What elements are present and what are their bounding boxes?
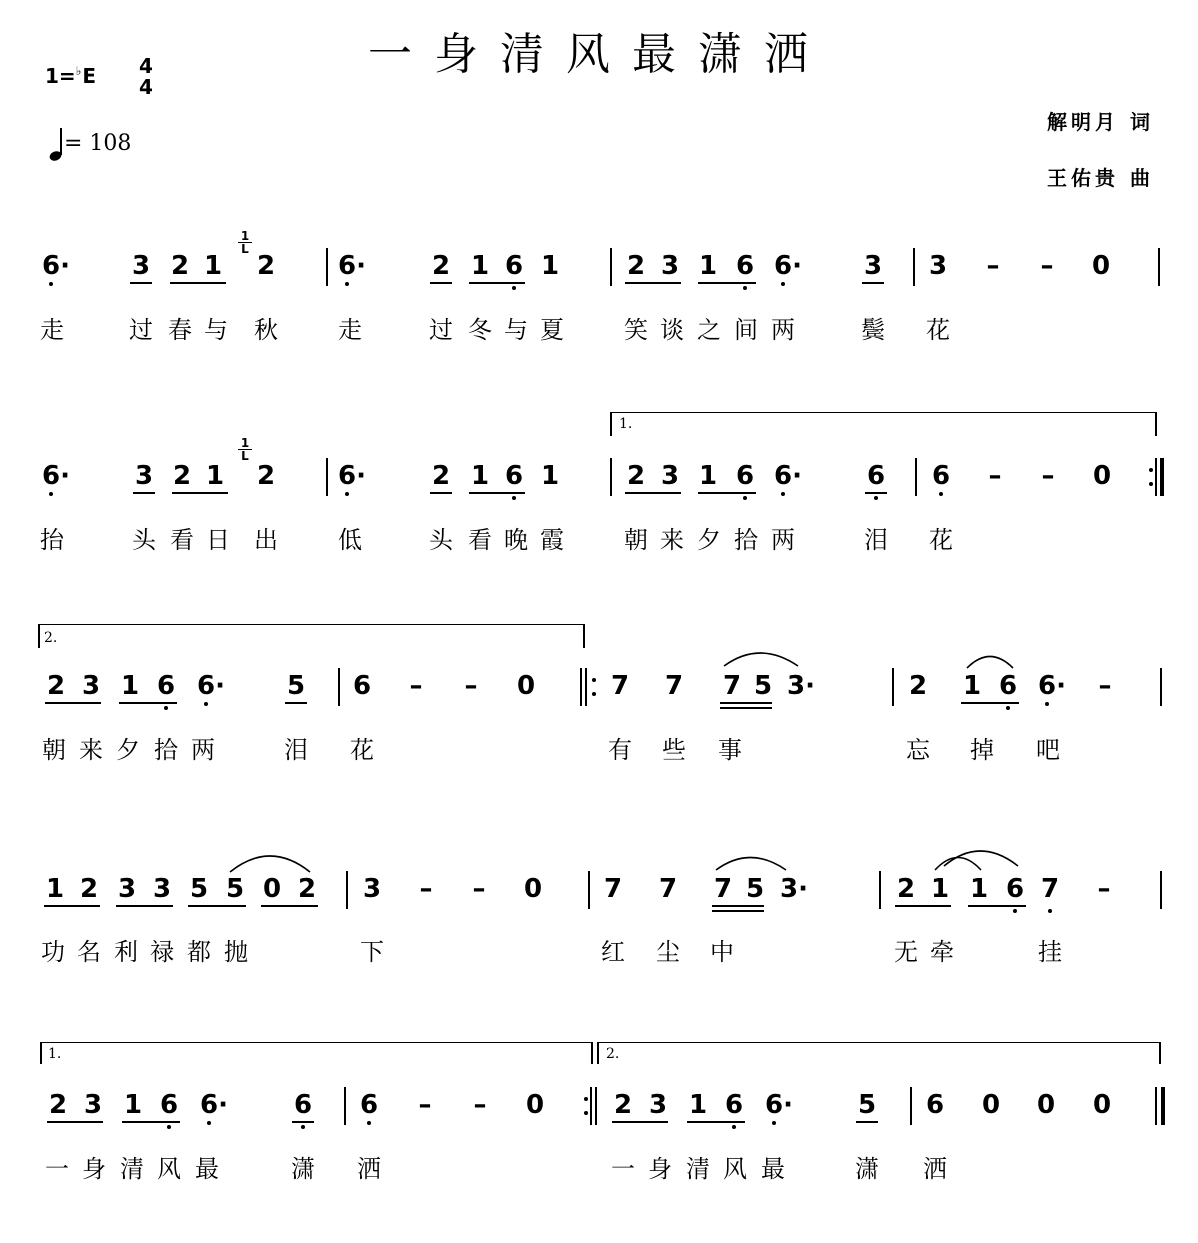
lyric: 清 <box>120 1155 144 1183</box>
note: 0 <box>516 671 536 701</box>
note: 6 <box>352 671 372 701</box>
note: 3 <box>362 874 382 904</box>
lyric: 尘 <box>656 938 680 966</box>
note: 5 <box>745 874 765 904</box>
lyric: 笑 <box>624 316 648 344</box>
key-prefix: 1= <box>45 64 76 88</box>
lyric: 名 <box>77 938 101 966</box>
lyric: 之 <box>697 316 721 344</box>
lyric: 与 <box>204 316 228 344</box>
note: 3· <box>787 671 815 701</box>
lyric: 冬 <box>468 316 492 344</box>
lyric: 禄 <box>150 938 174 966</box>
note: 2 <box>908 671 928 701</box>
lyric: 泪 <box>284 736 308 764</box>
page-title: 一身清风最潇洒 <box>368 29 830 80</box>
note: 6· <box>765 1090 793 1120</box>
note: 6 <box>866 461 886 491</box>
note: 1 <box>120 671 140 701</box>
lyric: 两 <box>771 316 795 344</box>
note: 2 <box>170 251 190 281</box>
lyric: 谈 <box>660 316 684 344</box>
lyric: 风 <box>723 1155 747 1183</box>
note: 7 <box>664 671 684 701</box>
volta-label: 1. <box>619 416 633 432</box>
volta-label: 2. <box>606 1046 620 1062</box>
note: 6· <box>774 251 802 281</box>
lyric: 日 <box>206 526 230 554</box>
note: – <box>1097 874 1111 904</box>
note: 3 <box>928 251 948 281</box>
lyric: 中 <box>710 938 734 966</box>
note: 5 <box>225 874 245 904</box>
lyric: 最 <box>761 1155 785 1183</box>
note: 6· <box>197 671 225 701</box>
note: 1 <box>470 461 490 491</box>
lyric: 清 <box>686 1155 710 1183</box>
note: 2 <box>256 251 276 281</box>
note: 2 <box>256 461 276 491</box>
note: 1 <box>203 251 223 281</box>
lyric: 挂 <box>1038 938 1062 966</box>
note: 6 <box>735 461 755 491</box>
lyric: 看 <box>468 526 492 554</box>
note: – <box>473 1090 487 1120</box>
note: 0 <box>525 1090 545 1120</box>
lyric: 身 <box>82 1155 106 1183</box>
composer-credit: 王佑贵 曲 <box>1047 166 1154 190</box>
lyric: 拾 <box>734 526 758 554</box>
note: 6 <box>504 251 524 281</box>
note: 6 <box>359 1090 379 1120</box>
lyric: 过 <box>429 316 453 344</box>
note: 1 <box>205 461 225 491</box>
note: 3 <box>134 461 154 491</box>
note: – <box>1041 461 1055 491</box>
lyric: 利 <box>114 938 138 966</box>
note: 1 <box>962 671 982 701</box>
lyric: 头 <box>132 526 156 554</box>
note: 1 <box>969 874 989 904</box>
note: 5 <box>286 671 306 701</box>
lyric: 朝 <box>624 526 648 554</box>
lyric: 忘 <box>906 736 930 764</box>
note: – <box>419 874 433 904</box>
note: 7 <box>722 671 742 701</box>
grace-note-top: 1 <box>240 229 250 243</box>
note: 6 <box>293 1090 313 1120</box>
note: 2 <box>431 461 451 491</box>
note: 1 <box>470 251 490 281</box>
note: 2 <box>896 874 916 904</box>
lyric: 头 <box>429 526 453 554</box>
lyric: 掉 <box>970 736 994 764</box>
note: 0 <box>1092 1090 1112 1120</box>
note: 2 <box>613 1090 633 1120</box>
lyric: 花 <box>926 316 950 344</box>
note: 2 <box>297 874 317 904</box>
lyric: 潇 <box>291 1155 315 1183</box>
lyric: 有 <box>608 736 632 764</box>
note: 3 <box>131 251 151 281</box>
volta-label: 2. <box>44 630 58 646</box>
lyric: 出 <box>254 526 278 554</box>
note: 2 <box>626 251 646 281</box>
note: 5 <box>857 1090 877 1120</box>
lyric: 洒 <box>357 1155 381 1183</box>
lyric: 花 <box>929 526 953 554</box>
lyric: 晚 <box>504 526 528 554</box>
time-signature-bottom: 4 <box>139 75 153 99</box>
note: 6 <box>724 1090 744 1120</box>
note: 0 <box>1036 1090 1056 1120</box>
lyric: 走 <box>40 316 64 344</box>
lyric: 两 <box>191 736 215 764</box>
note: 2 <box>46 671 66 701</box>
note: 1 <box>540 251 560 281</box>
note: – <box>986 251 1000 281</box>
tempo-text: = 108 <box>64 131 132 156</box>
lyric: 过 <box>129 316 153 344</box>
note: – <box>1098 671 1112 701</box>
key-note: E <box>82 64 97 88</box>
note: 3 <box>660 461 680 491</box>
grace-note-bottom: L <box>241 449 249 463</box>
note: 6 <box>998 671 1018 701</box>
note: 2 <box>48 1090 68 1120</box>
note: 6 <box>931 461 951 491</box>
slur <box>935 858 981 871</box>
note: 6 <box>504 461 524 491</box>
lyric: 夏 <box>540 316 564 344</box>
note: 6· <box>1038 671 1066 701</box>
note: 6 <box>735 251 755 281</box>
note: 0 <box>262 874 282 904</box>
lyric: 无 <box>894 938 918 966</box>
lyric: 洒 <box>923 1155 947 1183</box>
slur <box>967 657 1013 669</box>
lyric: 抛 <box>224 938 248 966</box>
slur <box>230 856 310 872</box>
lyric: 红 <box>601 938 625 966</box>
note: 2 <box>79 874 99 904</box>
note: 3· <box>780 874 808 904</box>
note: 5 <box>189 874 209 904</box>
slur <box>724 653 798 666</box>
lyric: 都 <box>187 938 211 966</box>
note: – <box>464 671 478 701</box>
lyric: 霞 <box>540 526 564 554</box>
note: 1 <box>930 874 950 904</box>
note: 3 <box>81 671 101 701</box>
volta-label: 1. <box>48 1046 62 1062</box>
lyric: 些 <box>662 736 686 764</box>
lyric: 两 <box>771 526 795 554</box>
lyric: 一 <box>611 1155 635 1183</box>
note: 5 <box>753 671 773 701</box>
lyric: 夕 <box>697 526 721 554</box>
note: 1 <box>698 461 718 491</box>
lyric: 抬 <box>40 526 64 554</box>
note: 6· <box>338 461 366 491</box>
note: 0 <box>523 874 543 904</box>
note: 6 <box>1005 874 1025 904</box>
lyric: 朝 <box>42 736 66 764</box>
note: – <box>409 671 423 701</box>
lyric: 低 <box>338 526 362 554</box>
lyric: 夕 <box>116 736 140 764</box>
note: 6 <box>159 1090 179 1120</box>
note: 1 <box>688 1090 708 1120</box>
note: 6 <box>156 671 176 701</box>
lyric: 拾 <box>154 736 178 764</box>
lyric: 秋 <box>254 316 278 344</box>
note: 0 <box>1091 251 1111 281</box>
lyric: 牵 <box>930 938 954 966</box>
note: 1 <box>698 251 718 281</box>
lyric: 身 <box>648 1155 672 1183</box>
note: 1 <box>123 1090 143 1120</box>
lyric: 潇 <box>855 1155 879 1183</box>
note: 3 <box>863 251 883 281</box>
note: – <box>418 1090 432 1120</box>
slur <box>716 858 786 871</box>
note: 7 <box>713 874 733 904</box>
lyric: 鬓 <box>861 316 885 344</box>
lyric: 与 <box>504 316 528 344</box>
note: 2 <box>431 251 451 281</box>
lyric: 走 <box>338 316 362 344</box>
lyric: 事 <box>718 736 742 764</box>
lyric: 下 <box>360 938 384 966</box>
grace-note-top: 1 <box>240 436 250 450</box>
lyric: 花 <box>350 736 374 764</box>
flat-sign: ♭ <box>75 64 82 79</box>
lyric: 功 <box>41 938 65 966</box>
lyric: 春 <box>168 316 192 344</box>
note: 3 <box>83 1090 103 1120</box>
lyric: 一 <box>45 1155 69 1183</box>
lyric: 看 <box>170 526 194 554</box>
note: 3 <box>660 251 680 281</box>
grace-note-bottom: L <box>241 242 249 256</box>
note: 3 <box>648 1090 668 1120</box>
lyric: 间 <box>734 316 758 344</box>
note: 2 <box>626 461 646 491</box>
note: – <box>472 874 486 904</box>
note: 2 <box>172 461 192 491</box>
note: – <box>1040 251 1054 281</box>
note: 0 <box>1092 461 1112 491</box>
note: 7 <box>610 671 630 701</box>
note: – <box>988 461 1002 491</box>
note: 6· <box>200 1090 228 1120</box>
slur <box>944 851 1018 866</box>
lyric: 风 <box>157 1155 181 1183</box>
lyric: 来 <box>79 736 103 764</box>
note: 1 <box>540 461 560 491</box>
note: 7 <box>1040 874 1060 904</box>
lyric: 吧 <box>1036 736 1060 764</box>
lyric: 来 <box>660 526 684 554</box>
note: 3 <box>152 874 172 904</box>
note: 1 <box>45 874 65 904</box>
note: 6· <box>774 461 802 491</box>
time-signature-top: 4 <box>139 54 153 78</box>
lyricist-credit: 解明月 词 <box>1047 110 1154 134</box>
note: 0 <box>981 1090 1001 1120</box>
note: 6· <box>338 251 366 281</box>
lyric: 最 <box>195 1155 219 1183</box>
note: 6 <box>925 1090 945 1120</box>
lyric: 泪 <box>864 526 888 554</box>
note: 6· <box>42 251 70 281</box>
note: 7 <box>658 874 678 904</box>
note: 3 <box>117 874 137 904</box>
note: 6· <box>42 461 70 491</box>
note: 7 <box>603 874 623 904</box>
